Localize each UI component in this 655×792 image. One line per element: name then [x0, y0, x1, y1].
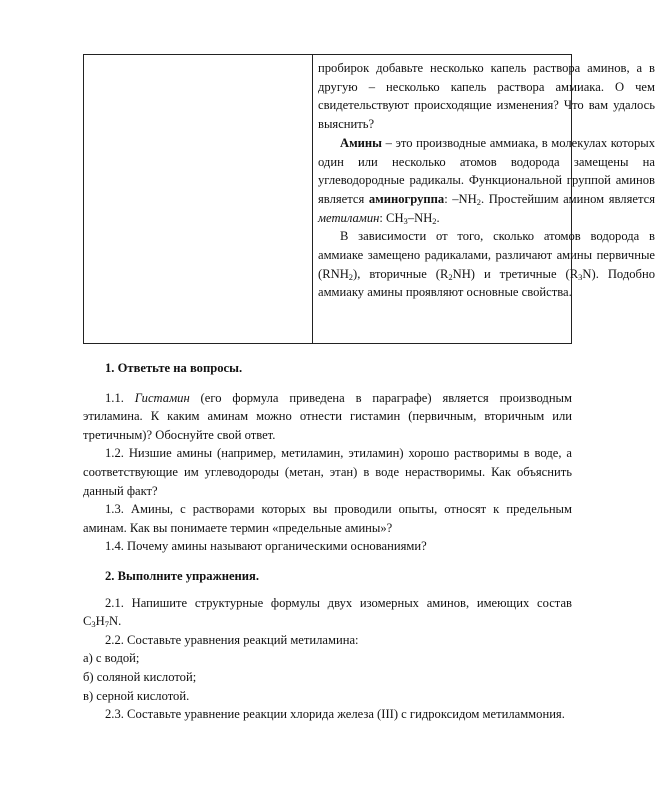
table-paragraph-amine-types: В зависимости от того, сколько атомов водорода в аммиаке замещено радикалами, различают амины первичные $(RNH_2)$, вторичные $(R_2NH)$ и третичные $(R_3N)$. Подобно аммиаку амины проявляют основные свойства. — [318, 229, 655, 300]
question-1-2: 1.2. Низшие амины (например, метиламин, этиламин) хорошо растворимы в воде, а соответствующие им углеводороды (метан, этан) в воде нерастворимы. Как объяснить данный факт? — [83, 446, 572, 498]
questions-section — [83, 359, 572, 724]
exercise-2-2-a: а) с водой; — [83, 651, 140, 666]
table-right-cell — [318, 59, 655, 302]
section-2-heading: 2. Выполните упражнения. — [105, 568, 260, 583]
question-1-1: 1.1. Гистамин (его формула приведена в параграфе) является производным этиламина. К каким аминам можно отнести гистамин (первичным, вторичным или третичным)? Обоснуйте свой ответ. — [83, 390, 572, 442]
exercise-2-2-c: в) серной кислотой. — [83, 688, 190, 703]
exercise-2-2: 2.2. Составьте уравнения реакций метиламина: — [105, 632, 359, 647]
lab-table — [83, 54, 655, 344]
exercise-2-1: 2.1. Напишите структурные формулы двух изомерных аминов, имеющих состав $C_3H_7N$. — [83, 595, 572, 630]
exercise-2-2-b: б) соляной кислотой; — [83, 669, 197, 684]
table-paragraph-amines-definition: Амины – это производные аммиака, в молекулах которых один или несколько атомов водорода замещены на углеводородные радикалы. Функциональной группой аминов является аминогруппа: $-NH_2$. Простейшим амином является метиламин: $CH_3-NH_2$. — [318, 135, 655, 226]
table-paragraph-1: пробирок добавьте несколько капель раствора аминов, а в другую – несколько капель раствора аммиака. О чем свидетельствуют происходящие изменения? Что вам удалось выяснить? — [318, 61, 655, 132]
question-1-4: 1.4. Почему амины называют органическими основаниями? — [105, 539, 427, 554]
table-column-divider — [312, 55, 313, 343]
exercise-2-3: 2.3. Составьте уравнение реакции хлорида железа (III) с гидроксидом метиламмония. — [105, 707, 565, 722]
section-1-heading: 1. Ответьте на вопросы. — [105, 361, 243, 375]
question-1-3: 1.3. Амины, с растворами которых вы проводили опыты, относят к предельным аминам. Как вы понимаете термин «предельные амины»? — [83, 502, 572, 535]
